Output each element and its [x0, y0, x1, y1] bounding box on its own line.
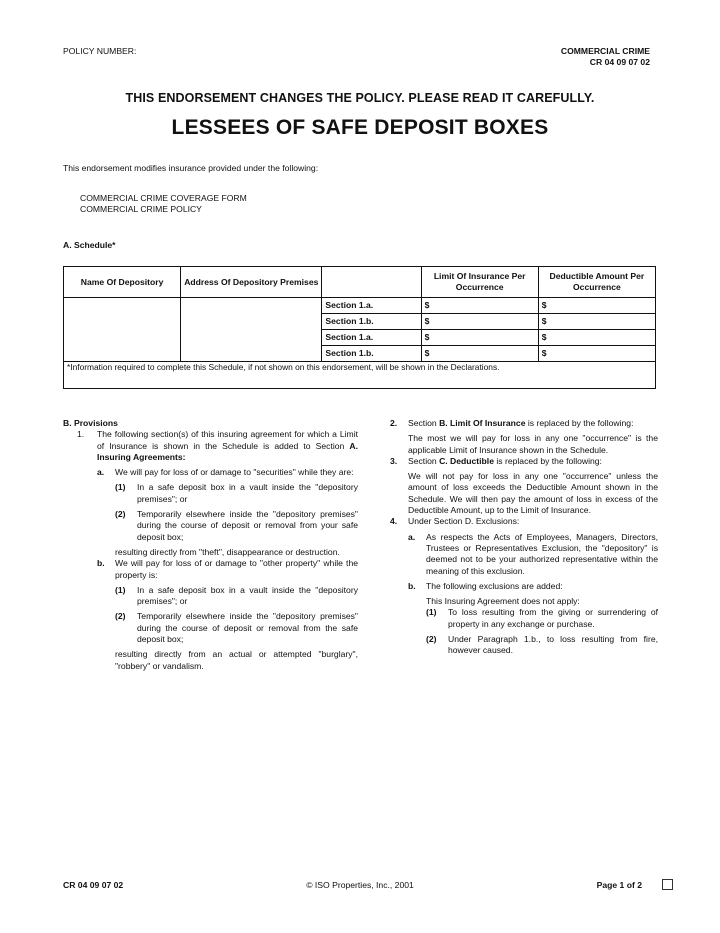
provision-2-pre: Section — [408, 418, 437, 428]
provision-text — [408, 418, 658, 429]
provision-4 — [390, 516, 658, 527]
column-header-depository-name: Name Of Depository — [64, 267, 181, 298]
provision-3-pre: Section — [408, 455, 437, 466]
column-header-limit: Limit Of Insurance Per Occurrence — [421, 267, 538, 298]
subitem-number: (1) — [426, 607, 437, 618]
subitem-text: Temporarily elsewhere inside the "depository premises" during the course of deposit or removal from the safe deposit box; — [137, 611, 358, 645]
item-result: resulting directly from an actual or attempted "burglary", "robbery" or vandalism. — [115, 649, 358, 671]
provision-4b-1 — [390, 607, 658, 630]
section-cell: Section 1.b. — [322, 346, 421, 362]
form-item: COMMERCIAL CRIME POLICY — [80, 204, 202, 214]
form-identifier — [561, 46, 650, 68]
item-label: b. — [97, 558, 105, 569]
deductible-cell: $ — [538, 314, 655, 330]
checkbox-icon — [662, 879, 673, 890]
deductible-cell: $ — [538, 346, 655, 362]
provisions-heading: B. Provisions — [63, 418, 118, 428]
subitem-number: (2) — [426, 634, 437, 645]
column-header-depository-address: Address Of Depository Premises — [181, 267, 322, 298]
form-number: CR 04 09 07 02 — [589, 57, 650, 67]
provision-number: 4. — [390, 516, 398, 527]
item-label: a. — [408, 531, 416, 542]
modified-forms-list — [80, 193, 247, 215]
depository-name-cell — [64, 298, 181, 362]
provision-number: 2. — [390, 418, 398, 428]
column-header-deductible: Deductible Amount Per Occurrence — [538, 267, 655, 298]
column-header-section — [322, 267, 421, 298]
depository-address-cell — [181, 298, 322, 362]
provision-1a — [63, 467, 358, 558]
provisions-left-column — [63, 418, 358, 672]
form-type: COMMERCIAL CRIME — [560, 46, 650, 56]
provision-text — [97, 429, 358, 463]
provisions-right-column — [390, 418, 658, 657]
page-title: LESSEES OF SAFE DEPOSIT BOXES — [171, 116, 549, 139]
deductible-cell: $ — [538, 330, 655, 346]
provision-3-body: We will not pay for loss in any one "occurrence" unless the amount of loss exceeds the Deductible Amount shown in the Schedule. We will then pay the amount of loss in excess of the Deductible Amount, up to the Limit of Insurance. — [408, 471, 658, 516]
footer-page-number: Page 1 of 2 — [596, 880, 642, 890]
table-row — [64, 298, 656, 314]
footer-form-number: CR 04 09 07 02 — [63, 880, 124, 890]
limit-cell: $ — [421, 314, 538, 330]
intro-text: This endorsement modifies insurance provided under the following: — [63, 163, 319, 173]
schedule-heading: A. Schedule* — [63, 240, 116, 250]
section-cell: Section 1.b. — [322, 314, 421, 330]
subitem-text: Under Paragraph 1.b., to loss resulting from fire, however caused. — [448, 634, 658, 656]
item-result: resulting directly from "theft", disappearance or destruction. — [115, 546, 340, 557]
provision-3 — [390, 456, 658, 467]
subitem-text: In a safe deposit box in a vault inside the "depository premises"; or — [137, 584, 358, 607]
provision-1 — [63, 429, 358, 463]
provision-4b-intro: This Insuring Agreement does not apply: — [426, 596, 580, 607]
provision-4b — [390, 581, 658, 592]
provision-3-post: is replaced by the following: — [496, 455, 602, 466]
provision-1-text: The following section(s) of this insuring agreement for which a Limit of Insurance is shown in the Schedule is added to Section — [97, 429, 358, 451]
schedule-table — [63, 266, 656, 389]
provision-number: 1. — [77, 429, 85, 440]
policy-number-label: POLICY NUMBER: — [63, 46, 137, 56]
item-text: We will pay for loss of or damage to "other property" while the property is: — [115, 558, 358, 580]
limit-cell: $ — [421, 298, 538, 314]
section-cell: Section 1.a. — [322, 330, 421, 346]
table-note-row — [64, 362, 656, 389]
item-label: b. — [408, 580, 416, 591]
item-text: As respects the Acts of Employees, Managers, Directors, Trustees or Representatives Exclusion, the "depository" is deemed not to be your authorized representative within the meaning of this exclusion. — [426, 531, 658, 576]
subitem-text: To loss resulting from the giving or surrendering of property in any exchange or purchase. — [448, 607, 658, 629]
item-text: The following exclusions are added: — [426, 580, 563, 591]
provision-2-body: The most we will pay for loss in any one "occurrence" is the applicable Limit of Insurance shown in the Schedule. — [408, 433, 658, 455]
endorsement-notice: THIS ENDORSEMENT CHANGES THE POLICY. PLEASE READ IT CAREFULLY. — [125, 91, 595, 105]
form-item: COMMERCIAL CRIME COVERAGE FORM — [80, 193, 247, 203]
footer-copyright: © ISO Properties, Inc., 2001 — [306, 880, 414, 890]
provision-number: 3. — [390, 455, 398, 466]
provision-2-post: is replaced by the following: — [527, 418, 634, 428]
deductible-cell: $ — [538, 298, 655, 314]
subitem-number: (2) — [115, 611, 126, 622]
subitem-number: (1) — [115, 482, 126, 493]
subitem-text: In a safe deposit box in a vault inside the "depository premises"; or — [137, 482, 358, 504]
subitem-number: (1) — [115, 584, 126, 595]
provision-1b — [63, 558, 358, 672]
subitem-number: (2) — [115, 509, 126, 520]
provision-4a — [390, 532, 658, 577]
limit-cell: $ — [421, 330, 538, 346]
item-label: a. — [97, 467, 105, 478]
section-cell: Section 1.a. — [322, 298, 421, 314]
provision-2 — [390, 418, 658, 429]
item-text: We will pay for loss of or damage to "securities" while they are: — [115, 467, 354, 478]
provision-3-bold: C. Deductible — [439, 455, 494, 466]
limit-cell: $ — [421, 346, 538, 362]
schedule-footnote: *Information required to complete this Schedule, if not shown on this endorsement, will be shown in the Declarations. — [64, 362, 656, 389]
provision-1-bold: A. Insuring Agreements: — [97, 440, 358, 462]
subitem-text: Temporarily elsewhere inside the "depository premises" during the course of deposit or removal from your safe deposit box; — [137, 509, 358, 542]
provision-4b-2 — [390, 634, 658, 657]
provision-text: Under Section D. Exclusions: — [408, 516, 520, 527]
table-header-row — [64, 267, 656, 298]
provision-text — [408, 456, 658, 467]
provision-2-bold: B. Limit Of Insurance — [439, 418, 526, 428]
